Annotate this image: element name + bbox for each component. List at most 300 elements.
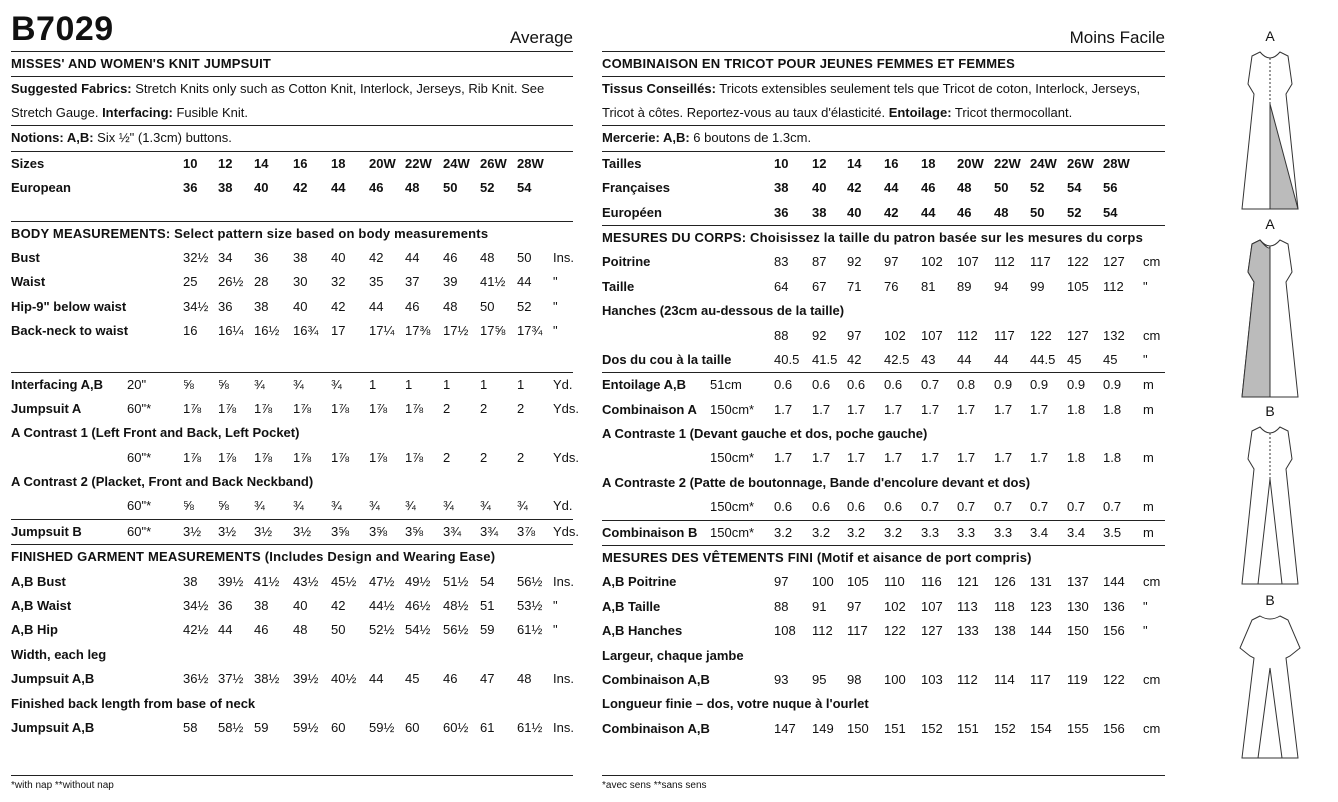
fabrics-label: Tissus Conseillés: bbox=[602, 81, 716, 97]
interfacing-label: Entoilage: bbox=[888, 105, 952, 121]
table-row bbox=[602, 570, 1165, 594]
size-value: 51½ bbox=[443, 573, 469, 589]
size-value: 98 bbox=[847, 671, 862, 687]
notions-label: Notions: A,B: bbox=[11, 130, 94, 146]
table-row bbox=[602, 348, 1165, 372]
size-value: 40 bbox=[293, 298, 308, 314]
size-value: 1.7 bbox=[957, 450, 976, 466]
size-value: 40 bbox=[812, 180, 827, 196]
row-label: Combinaison B bbox=[602, 524, 698, 540]
notions-text: 6 boutons de 1.3cm. bbox=[689, 130, 812, 146]
size-value: 0.6 bbox=[847, 377, 866, 393]
row-label: Taille bbox=[602, 278, 635, 294]
row-label: Tailles bbox=[602, 155, 642, 171]
table-row bbox=[602, 668, 1165, 692]
row-label: A,B Bust bbox=[11, 573, 66, 589]
size-value: 117 bbox=[1030, 671, 1051, 687]
size-value: 113 bbox=[957, 598, 978, 614]
size-value: 122 bbox=[1067, 254, 1089, 270]
size-value: 0.9 bbox=[1030, 377, 1049, 393]
footer-rule bbox=[602, 775, 1165, 776]
size-value: 52 bbox=[1067, 204, 1082, 220]
size-value: 97 bbox=[884, 254, 899, 270]
size-value: 105 bbox=[847, 574, 869, 590]
unit-label: Yd. bbox=[553, 498, 573, 514]
size-value: 38 bbox=[254, 598, 269, 614]
size-value: 156 bbox=[1103, 623, 1125, 639]
size-value: 1.7 bbox=[774, 450, 793, 466]
unit-label: m bbox=[1143, 377, 1154, 393]
size-value: 36 bbox=[183, 180, 198, 196]
size-value: 0.7 bbox=[921, 377, 940, 393]
size-value: 48½ bbox=[443, 598, 469, 614]
size-value: 52½ bbox=[369, 622, 395, 638]
size-value: 3.2 bbox=[812, 524, 831, 540]
size-value: ⅝ bbox=[218, 498, 229, 514]
size-value: 1 bbox=[369, 376, 377, 392]
size-value: 12 bbox=[218, 155, 233, 171]
size-value: 17½ bbox=[443, 323, 469, 339]
unit-label: cm bbox=[1143, 671, 1161, 687]
size-value: 59 bbox=[254, 719, 269, 735]
size-value: 38 bbox=[774, 180, 789, 196]
size-value: 41½ bbox=[254, 573, 280, 589]
view-letter: A bbox=[1265, 28, 1275, 44]
size-value: 122 bbox=[1103, 671, 1125, 687]
size-value: 42 bbox=[331, 298, 346, 314]
table-row bbox=[602, 176, 1165, 200]
size-value: 50 bbox=[331, 622, 346, 638]
size-value: 17¼ bbox=[369, 323, 395, 339]
size-value: 42 bbox=[847, 351, 862, 367]
size-value: 1.8 bbox=[1067, 401, 1086, 417]
size-value: 39 bbox=[443, 274, 458, 290]
size-value: 1.8 bbox=[1103, 401, 1122, 417]
size-value: 71 bbox=[847, 278, 862, 294]
size-value: 3½ bbox=[218, 523, 237, 539]
fabrics-label: Suggested Fabrics: bbox=[11, 81, 132, 97]
table-row bbox=[602, 717, 1165, 741]
size-value: 133 bbox=[957, 623, 979, 639]
size-value: 44.5 bbox=[1030, 351, 1056, 367]
fabric-width: 60"* bbox=[127, 400, 152, 416]
size-value: 44 bbox=[994, 351, 1009, 367]
size-value: 121 bbox=[957, 574, 979, 590]
size-value: 3.5 bbox=[1103, 524, 1122, 540]
size-value: 1⅞ bbox=[183, 400, 202, 416]
size-value: 40 bbox=[847, 204, 862, 220]
size-value: 76 bbox=[884, 278, 899, 294]
unit-label: " bbox=[553, 274, 558, 290]
table-row bbox=[11, 446, 580, 470]
size-value: 45½ bbox=[331, 573, 357, 589]
size-value: 38 bbox=[812, 204, 827, 220]
view-letter: B bbox=[1265, 592, 1275, 608]
size-value: 54 bbox=[517, 180, 532, 196]
size-value: 1⅞ bbox=[293, 400, 312, 416]
table-row bbox=[11, 319, 573, 343]
row-label: Jumpsuit B bbox=[11, 523, 82, 539]
notions-label: Mercerie: A,B: bbox=[602, 130, 690, 146]
table-row bbox=[602, 619, 1165, 643]
size-value: 39½ bbox=[293, 671, 319, 687]
jumpsuit-drawing bbox=[1220, 608, 1320, 776]
size-value: 59 bbox=[480, 622, 495, 638]
size-value: 38 bbox=[218, 180, 233, 196]
table-row bbox=[602, 520, 1165, 545]
size-value: 112 bbox=[994, 254, 1015, 270]
size-value: ¾ bbox=[331, 498, 342, 514]
size-value: 53½ bbox=[517, 598, 543, 614]
size-value: 61½ bbox=[517, 622, 543, 638]
size-value: 42 bbox=[331, 598, 346, 614]
interfacing-text: Fusible Knit. bbox=[172, 105, 249, 121]
size-value: 34 bbox=[218, 249, 233, 265]
table-row bbox=[602, 201, 1165, 225]
size-value: 42.5 bbox=[884, 351, 910, 367]
suggested-fabrics bbox=[11, 76, 573, 125]
size-value: 3.2 bbox=[774, 524, 793, 540]
row-label: Combinaison A bbox=[602, 401, 697, 417]
fabrics-text: Stretch Knits only such as Cotton Knit, Interlock, Jerseys, Rib Knit. See Stretch Gauge. bbox=[11, 81, 545, 121]
table-row bbox=[11, 667, 573, 691]
size-value: 122 bbox=[884, 623, 906, 639]
notions bbox=[602, 125, 1165, 150]
size-value: 1.7 bbox=[774, 401, 793, 417]
size-value: 0.7 bbox=[921, 499, 940, 515]
size-value: 119 bbox=[1067, 671, 1088, 687]
size-value: 103 bbox=[921, 671, 943, 687]
size-value: 3.3 bbox=[921, 524, 940, 540]
size-value: 144 bbox=[1030, 623, 1052, 639]
table-row bbox=[11, 519, 580, 544]
unit-label: " bbox=[1143, 278, 1148, 294]
size-value: 0.6 bbox=[774, 499, 793, 515]
size-value: 44 bbox=[517, 274, 532, 290]
table-row bbox=[602, 299, 1165, 323]
size-value: 127 bbox=[1067, 327, 1089, 343]
size-value: 3½ bbox=[183, 523, 202, 539]
row-label: Interfacing A,B bbox=[11, 376, 103, 392]
unit-label: Ins. bbox=[553, 573, 574, 589]
table-row bbox=[602, 324, 1165, 348]
table-row bbox=[11, 246, 573, 270]
size-value: 16 bbox=[884, 155, 899, 171]
size-value: 1⅞ bbox=[254, 400, 273, 416]
size-value: 0.6 bbox=[812, 377, 831, 393]
finished-measurements-title: MESURES DES VÊTEMENTS FINI (Motif et aisance de port compris) bbox=[602, 545, 1165, 570]
row-label: Largeur, chaque jambe bbox=[602, 647, 744, 663]
size-value: 91 bbox=[812, 598, 827, 614]
size-value: 0.7 bbox=[957, 499, 976, 515]
size-value: 22W bbox=[405, 155, 432, 171]
row-label: Back-neck to waist bbox=[11, 323, 129, 339]
size-value: 144 bbox=[1103, 574, 1125, 590]
fabric-width: 60"* bbox=[127, 449, 152, 465]
size-value: 43 bbox=[921, 351, 936, 367]
view-a-illustration bbox=[1220, 28, 1320, 215]
size-value: 0.9 bbox=[1103, 377, 1122, 393]
size-value: 48 bbox=[480, 249, 495, 265]
unit-label: Ins. bbox=[553, 671, 574, 687]
size-value: 1⅞ bbox=[405, 449, 424, 465]
size-value: 54 bbox=[1067, 180, 1082, 196]
size-value: 52 bbox=[517, 298, 532, 314]
size-value: 2 bbox=[443, 449, 451, 465]
view-letter: A bbox=[1265, 216, 1275, 232]
row-label: A,B Poitrine bbox=[602, 574, 677, 590]
row-label: Combinaison A,B bbox=[602, 720, 710, 736]
table-row bbox=[602, 151, 1165, 176]
size-value: 1⅞ bbox=[331, 449, 350, 465]
size-value: 1 bbox=[405, 376, 413, 392]
size-value: 10 bbox=[183, 155, 198, 171]
size-value: 152 bbox=[921, 720, 943, 736]
size-value: 58½ bbox=[218, 719, 244, 735]
size-value: 36 bbox=[218, 598, 233, 614]
body-measurements-title: MESURES DU CORPS: Choisissez la taille du patron basée sur les mesures du corps bbox=[602, 225, 1165, 250]
size-value: 131 bbox=[1030, 574, 1052, 590]
row-label: A Contraste 2 (Patte de boutonnage, Bande d'encolure devant et dos) bbox=[602, 474, 1031, 490]
size-value: 44 bbox=[884, 180, 899, 196]
french-section bbox=[602, 0, 1165, 791]
size-value: 89 bbox=[957, 278, 972, 294]
size-value: 42½ bbox=[183, 622, 209, 638]
size-value: 137 bbox=[1067, 574, 1089, 590]
row-label: A,B Waist bbox=[11, 598, 72, 614]
size-value: 102 bbox=[921, 254, 943, 270]
size-value: 67 bbox=[812, 278, 827, 294]
view-a-illustration bbox=[1220, 216, 1320, 403]
size-value: 117 bbox=[847, 623, 868, 639]
size-value: 1⅞ bbox=[183, 449, 202, 465]
size-value: 44 bbox=[331, 180, 346, 196]
size-value: 39½ bbox=[218, 573, 244, 589]
size-value: 48 bbox=[517, 671, 532, 687]
size-value: 50 bbox=[443, 180, 458, 196]
table-row bbox=[11, 176, 573, 200]
unit-label: cm bbox=[1143, 327, 1161, 343]
size-value: 50 bbox=[517, 249, 532, 265]
size-value: 122 bbox=[1030, 327, 1052, 343]
row-label: A,B Taille bbox=[602, 598, 661, 614]
size-value: 26W bbox=[480, 155, 507, 171]
size-value: 40.5 bbox=[774, 351, 800, 367]
size-value: 36 bbox=[218, 298, 233, 314]
size-value: 95 bbox=[812, 671, 827, 687]
size-value: 46 bbox=[405, 298, 420, 314]
size-value: 46 bbox=[443, 671, 458, 687]
size-value: 0.6 bbox=[847, 499, 866, 515]
size-value: 3⅝ bbox=[405, 523, 424, 539]
size-value: 51 bbox=[480, 598, 495, 614]
interfacing-text: Tricot thermocollant. bbox=[951, 105, 1073, 121]
size-value: 3⅝ bbox=[369, 523, 388, 539]
size-value: 37 bbox=[405, 274, 420, 290]
table-row bbox=[11, 570, 573, 594]
size-value: 1.7 bbox=[884, 450, 903, 466]
size-value: 18 bbox=[331, 155, 346, 171]
size-value: 97 bbox=[847, 598, 862, 614]
size-value: 88 bbox=[774, 598, 789, 614]
size-value: 1 bbox=[480, 376, 488, 392]
size-value: ¾ bbox=[517, 498, 528, 514]
size-value: 38 bbox=[293, 249, 308, 265]
size-value: 138 bbox=[994, 623, 1016, 639]
size-value: 0.6 bbox=[774, 377, 793, 393]
size-value: 1⅞ bbox=[218, 449, 237, 465]
size-value: ¾ bbox=[331, 376, 342, 392]
jumpsuit-drawing bbox=[1220, 419, 1320, 587]
fabric-width: 60"* bbox=[127, 498, 152, 514]
table-row bbox=[602, 644, 1165, 668]
row-label: A,B Hanches bbox=[602, 623, 683, 639]
notions-text: Six ½" (1.3cm) buttons. bbox=[93, 130, 232, 146]
size-value: 60½ bbox=[443, 719, 469, 735]
fabric-width: 150cm* bbox=[710, 450, 755, 466]
size-value: 14 bbox=[847, 155, 862, 171]
row-label: Européen bbox=[602, 204, 662, 220]
size-value: 45 bbox=[405, 671, 420, 687]
table-row bbox=[11, 692, 573, 716]
size-value: 16¾ bbox=[293, 323, 319, 339]
size-value: 20W bbox=[369, 155, 396, 171]
size-value: ¾ bbox=[293, 498, 304, 514]
size-value: 47 bbox=[480, 671, 495, 687]
size-value: 52 bbox=[480, 180, 495, 196]
size-value: 97 bbox=[847, 327, 862, 343]
row-label: Width, each leg bbox=[11, 646, 107, 662]
size-value: 50 bbox=[1030, 204, 1045, 220]
size-value: 36 bbox=[774, 204, 789, 220]
size-value: 1⅞ bbox=[405, 400, 424, 416]
table-row bbox=[602, 250, 1165, 274]
unit-label: Yd. bbox=[553, 376, 573, 392]
size-value: 150 bbox=[1067, 623, 1089, 639]
size-value: 1⅞ bbox=[218, 400, 237, 416]
table-row bbox=[11, 618, 573, 642]
size-value: 0.7 bbox=[1067, 499, 1086, 515]
size-value: 41½ bbox=[480, 274, 506, 290]
row-label: Hanches (23cm au-dessous de la taille) bbox=[602, 303, 845, 319]
size-value: 17⅝ bbox=[480, 323, 506, 339]
size-value: 44 bbox=[218, 622, 233, 638]
size-value: 16¼ bbox=[218, 323, 244, 339]
size-value: ¾ bbox=[405, 498, 416, 514]
unit-label: " bbox=[1143, 351, 1148, 367]
size-value: 14 bbox=[254, 155, 269, 171]
footnote: *avec sens **sans sens bbox=[602, 780, 707, 791]
size-value: 3.2 bbox=[847, 524, 866, 540]
size-value: 40 bbox=[254, 180, 269, 196]
size-value: 56½ bbox=[443, 622, 469, 638]
row-label: Sizes bbox=[11, 155, 45, 171]
size-value: 40½ bbox=[331, 671, 357, 687]
size-value: 1.7 bbox=[921, 450, 940, 466]
row-label: A Contrast 1 (Left Front and Back, Left Pocket) bbox=[11, 425, 300, 441]
size-value: 28 bbox=[254, 274, 269, 290]
size-value: 3¾ bbox=[443, 523, 462, 539]
size-value: 81 bbox=[921, 278, 936, 294]
size-value: 56 bbox=[1103, 180, 1118, 196]
size-value: 48 bbox=[994, 204, 1009, 220]
size-value: 3.2 bbox=[884, 524, 903, 540]
size-value: 107 bbox=[957, 254, 979, 270]
table-row bbox=[11, 494, 573, 518]
size-value: 46 bbox=[443, 249, 458, 265]
size-value: 0.6 bbox=[884, 499, 903, 515]
size-value: 1.7 bbox=[884, 401, 903, 417]
table-row bbox=[602, 275, 1165, 299]
size-value: 0.7 bbox=[1030, 499, 1049, 515]
size-value: ¾ bbox=[443, 498, 454, 514]
size-value: 44 bbox=[957, 351, 972, 367]
size-value: 54½ bbox=[405, 622, 431, 638]
unit-label: " bbox=[1143, 598, 1148, 614]
size-value: 12 bbox=[812, 155, 827, 171]
size-value: 87 bbox=[812, 254, 827, 270]
size-value: 155 bbox=[1067, 720, 1089, 736]
view-b-illustration bbox=[1220, 592, 1320, 779]
size-value: 37½ bbox=[218, 671, 244, 687]
size-value: 41.5 bbox=[812, 351, 838, 367]
size-value: 46 bbox=[921, 180, 936, 196]
size-value: ¾ bbox=[254, 376, 265, 392]
fabric-width: 150cm* bbox=[710, 499, 755, 515]
size-value: 46 bbox=[254, 622, 269, 638]
size-value: 88 bbox=[774, 327, 789, 343]
unit-label: Yds. bbox=[553, 449, 580, 465]
size-value: 18 bbox=[921, 155, 936, 171]
size-value: 58 bbox=[183, 719, 198, 735]
header-row bbox=[602, 0, 1165, 51]
size-value: 116 bbox=[921, 574, 942, 590]
size-value: 1⅞ bbox=[369, 449, 388, 465]
size-value: 44 bbox=[369, 671, 384, 687]
size-value: 54 bbox=[480, 573, 495, 589]
row-label: A Contraste 1 (Devant gauche et dos, poche gauche) bbox=[602, 426, 928, 442]
section-title: COMBINAISON EN TRICOT POUR JEUNES FEMMES ET FEMMES bbox=[602, 51, 1165, 76]
finished-measurements-title: FINISHED GARMENT MEASUREMENTS (Includes Design and Wearing Ease) bbox=[11, 544, 573, 569]
spacer bbox=[11, 344, 573, 372]
size-value: 17⅜ bbox=[405, 323, 431, 339]
unit-label: " bbox=[553, 598, 558, 614]
size-value: 1.8 bbox=[1067, 450, 1086, 466]
size-value: 112 bbox=[957, 327, 978, 343]
size-value: ¾ bbox=[369, 498, 380, 514]
table-row bbox=[11, 372, 573, 397]
size-value: 44 bbox=[405, 249, 420, 265]
size-value: ¾ bbox=[480, 498, 491, 514]
size-value: 2 bbox=[443, 400, 451, 416]
size-value: 117 bbox=[994, 327, 1015, 343]
unit-label: cm bbox=[1143, 720, 1161, 736]
unit-label: Yds. bbox=[553, 400, 580, 416]
size-value: 56½ bbox=[517, 573, 543, 589]
size-value: 127 bbox=[1103, 254, 1125, 270]
size-value: 0.9 bbox=[1067, 377, 1086, 393]
size-value: 93 bbox=[774, 671, 789, 687]
size-value: 0.7 bbox=[994, 499, 1013, 515]
fabrics-text: Tricots extensibles seulement tels que Tricot de coton, Interlock, Jerseys, Tricot à côtes. Reportez-vous au taux d'élasticité. bbox=[602, 81, 1141, 121]
row-label: Combinaison A,B bbox=[602, 671, 710, 687]
unit-label: cm bbox=[1143, 254, 1161, 270]
unit-label: " bbox=[1143, 623, 1148, 639]
size-value: 112 bbox=[957, 671, 978, 687]
size-value: 100 bbox=[884, 671, 906, 687]
size-value: 3.3 bbox=[994, 524, 1013, 540]
size-value: 3.4 bbox=[1030, 524, 1049, 540]
